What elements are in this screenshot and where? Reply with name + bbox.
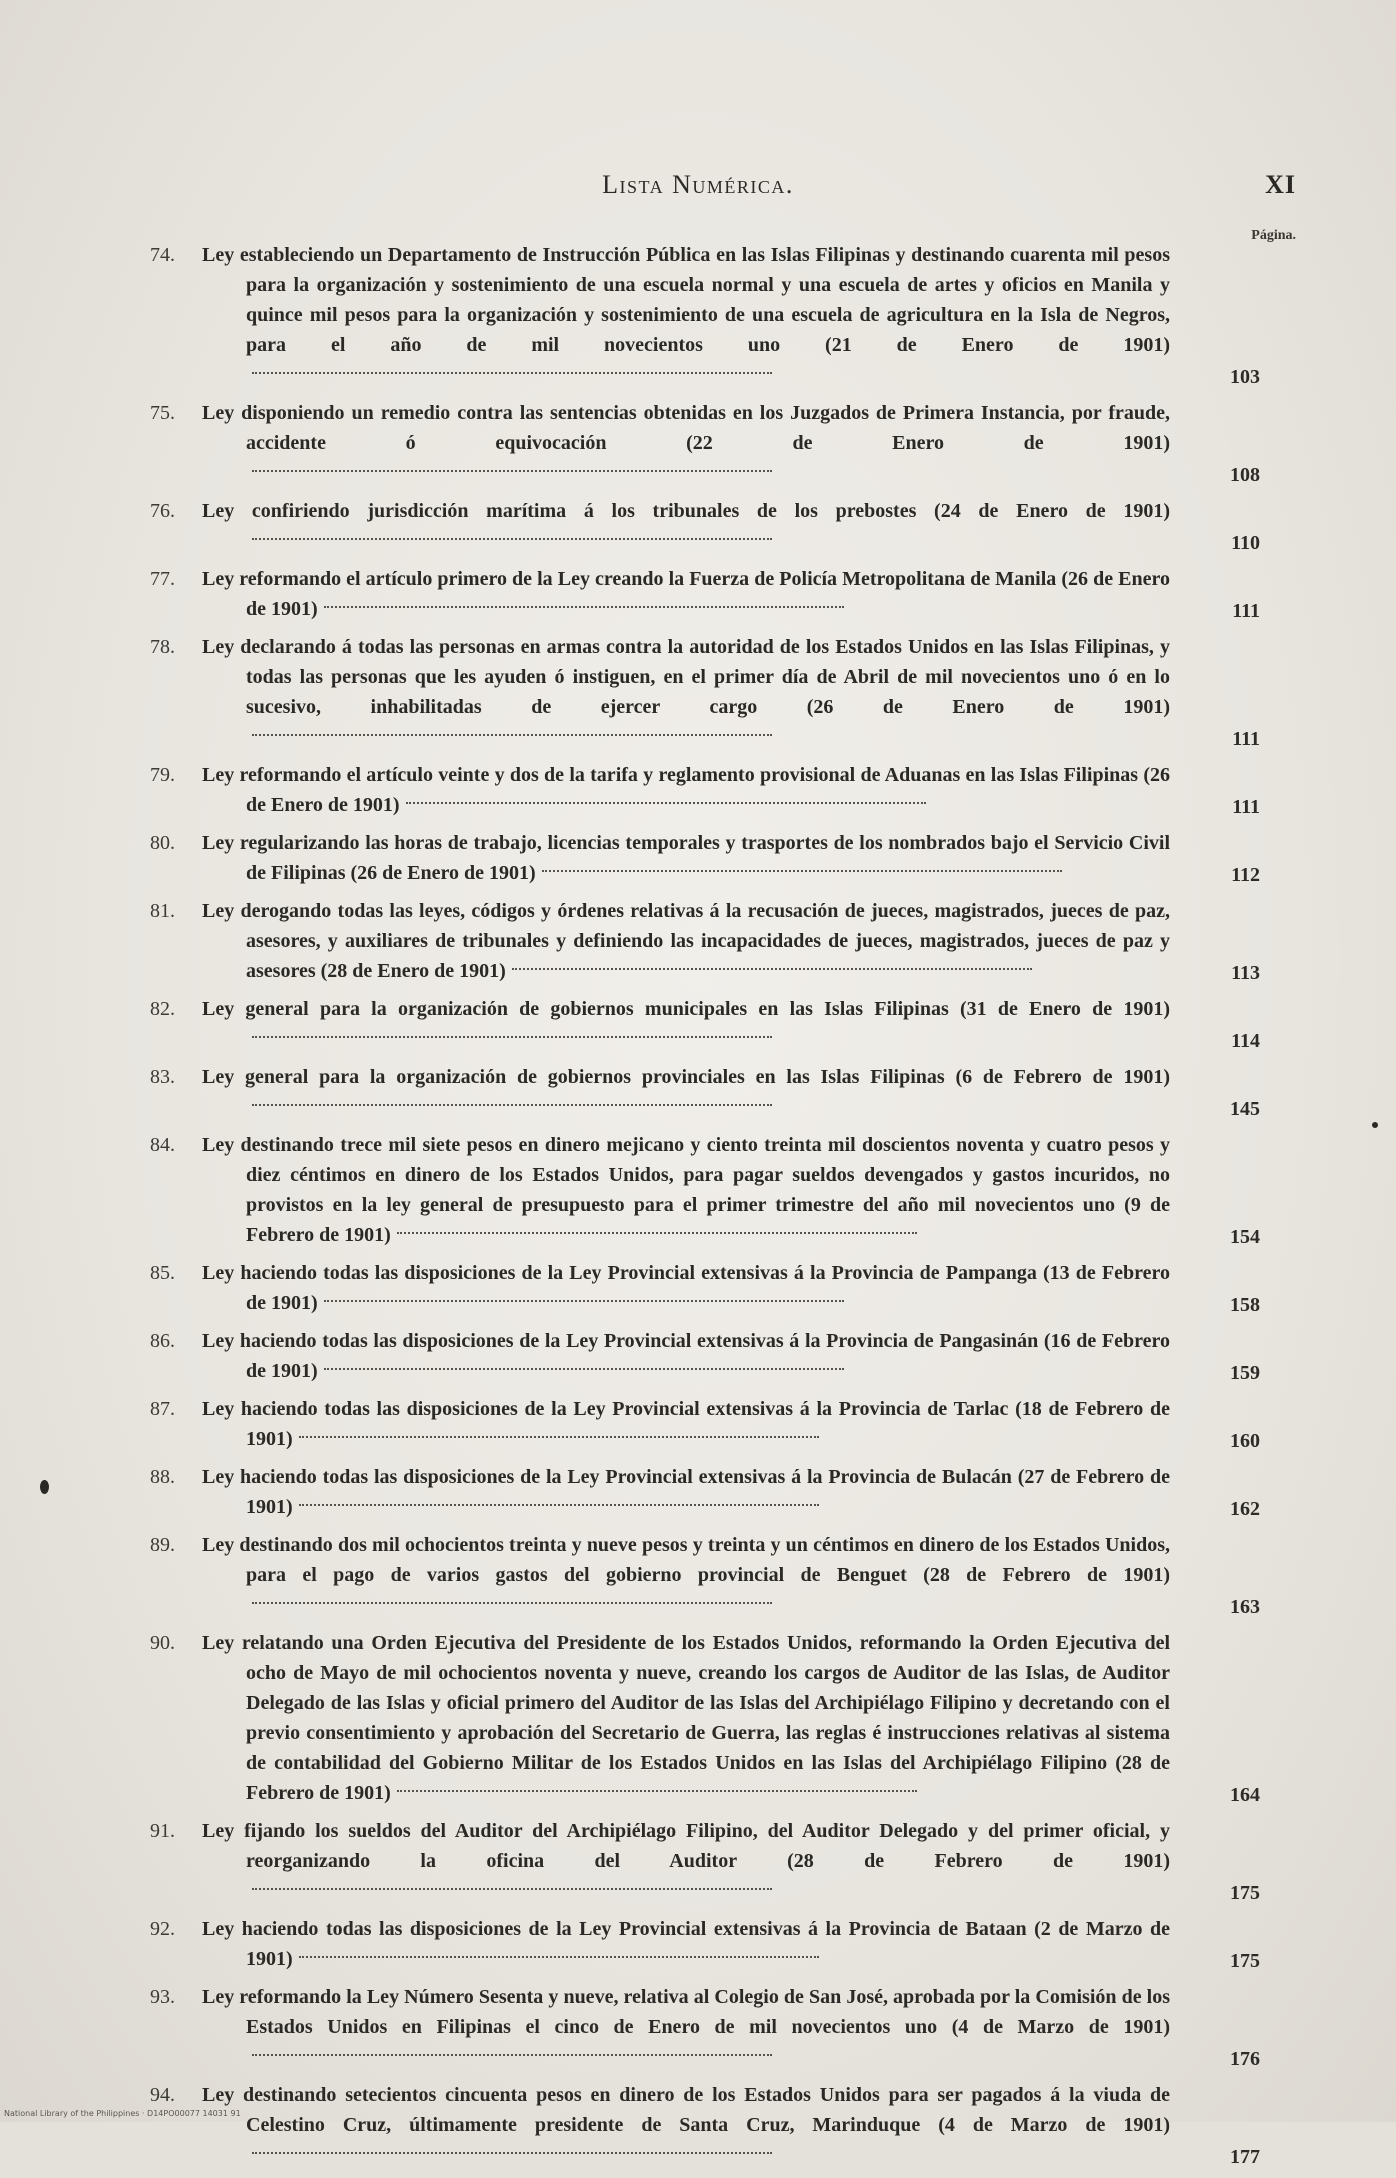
entry-number: 85. <box>150 1262 175 1284</box>
entry-title: Ley confiriendo jurisdicción marítima á los tribunales de los prebostes (24 de Enero de 1901) <box>202 500 1170 522</box>
toc-entry <box>150 994 1260 1054</box>
dot-leader <box>252 2054 772 2056</box>
entry-title: Ley reformando el artículo primero de la Ley creando la Fuerza de Policía Metropolitana de Manila (26 de Enero de 1901) <box>202 568 1170 620</box>
entry-number: 80. <box>150 832 175 854</box>
entry-number: 77. <box>150 568 175 590</box>
entry-number: 81. <box>150 900 175 922</box>
entry-number: 78. <box>150 636 175 658</box>
dot-leader <box>252 1602 772 1604</box>
ink-speck-left <box>40 1480 49 1494</box>
dot-leader <box>324 1368 844 1370</box>
entry-text-block <box>202 1982 1170 2072</box>
dot-leader <box>397 1790 917 1792</box>
toc-entry <box>150 632 1260 752</box>
dot-leader <box>299 1956 819 1958</box>
entry-page-number: 164 <box>1230 1784 1260 1806</box>
entry-text-block <box>202 1462 1170 1522</box>
entry-text-block <box>202 1628 1170 1808</box>
entry-page-number: 111 <box>1232 796 1260 818</box>
entry-title: Ley destinando dos mil ochocientos treinta y nueve pesos y treinta y un céntimos en dinero de los Estados Unidos, para el pago de varios gastos del gobierno provincial de Benguet (28 de Febrero de 1901) <box>202 1534 1170 1586</box>
dot-leader <box>252 1888 772 1890</box>
entry-title: Ley reformando el artículo veinte y dos de la tarifa y reglamento provisional de Aduanas en las Islas Filipinas (26 de Enero de 1901) <box>202 764 1170 816</box>
dot-leader <box>397 1232 917 1234</box>
entry-text-block <box>202 1816 1170 1906</box>
entry-title: Ley regularizando las horas de trabajo, licencias temporales y trasportes de los nombrados bajo el Servicio Civil de Filipinas (26 de Enero de 1901) <box>202 832 1170 884</box>
entry-title: Ley fijando los sueldos del Auditor del Archipiélago Filipino, del Auditor Delegado y del primer oficial, y reorganizando la oficina del Auditor (28 de Febrero de 1901) <box>202 1820 1170 1872</box>
entry-text-block <box>202 1062 1170 1122</box>
entry-text-block <box>202 240 1170 390</box>
entry-number: 88. <box>150 1466 175 1488</box>
dot-leader <box>324 606 844 608</box>
entry-page-number: 114 <box>1231 1030 1260 1052</box>
entry-title: Ley estableciendo un Departamento de Instrucción Pública en las Islas Filipinas y destinando cuarenta mil pesos para la organización y sostenimiento de una escuela normal y una escuela de artes y oficios en Manila y quince mil pesos para la organización y sostenimiento de una escuela de agricultura en la Isla de Negros, para el año de mil novecientos uno (21 de Enero de 1901) <box>202 244 1170 356</box>
toc-entry <box>150 1628 1260 1808</box>
scan-credit: National Library of the Philippines · D14PO00077 14031 91 <box>4 2109 241 2118</box>
entry-text-block <box>202 896 1170 986</box>
entry-text-block <box>202 1530 1170 1620</box>
entry-number: 94. <box>150 2084 175 2106</box>
entry-text-block <box>202 760 1170 820</box>
toc-entry <box>150 1530 1260 1620</box>
entry-title: Ley reformando la Ley Número Sesenta y nueve, relativa al Colegio de San José, aprobada por la Comisión de los Estados Unidos en Filipinas el cinco de Enero de mil novecientos uno (4 de Marzo de 1901) <box>202 1986 1170 2038</box>
entry-title: Ley haciendo todas las disposiciones de la Ley Provincial extensivas á la Provincia de Pangasinán (16 de Febrero de 1901) <box>202 1330 1170 1382</box>
entry-title: Ley haciendo todas las disposiciones de la Ley Provincial extensivas á la Provincia de Bataan (2 de Marzo de 1901) <box>202 1918 1170 1970</box>
entry-title: Ley general para la organización de gobiernos provinciales en las Islas Filipinas (6 de Febrero de 1901) <box>202 1066 1170 1088</box>
toc-entry <box>150 1062 1260 1122</box>
dot-leader <box>252 2152 772 2154</box>
toc-entry <box>150 828 1260 888</box>
entry-text-block <box>202 2080 1170 2170</box>
entry-page-number: 111 <box>1232 728 1260 750</box>
entry-list <box>150 240 1260 2178</box>
entry-text-block <box>202 1258 1170 1318</box>
toc-entry <box>150 2080 1260 2170</box>
toc-entry <box>150 1258 1260 1318</box>
entry-text-block <box>202 1130 1170 1250</box>
dot-leader <box>299 1436 819 1438</box>
dot-leader <box>299 1504 819 1506</box>
entry-page-number: 160 <box>1230 1430 1260 1452</box>
entry-number: 84. <box>150 1134 175 1156</box>
ink-speck-right <box>1372 1122 1378 1128</box>
entry-title: Ley destinando trece mil siete pesos en dinero mejicano y ciento treinta mil doscientos noventa y cuatro pesos y diez céntimos en dinero de los Estados Unidos, para pagar sueldos devengados y gastos incuridos, no provistos en la ley general de presupuesto para el primer trimestre del año mil novecientos uno (9 de Febrero de 1901) <box>202 1134 1170 1246</box>
entry-title: Ley general para la organización de gobiernos municipales en las Islas Filipinas (31 de Enero de 1901) <box>202 998 1170 1020</box>
entry-title: Ley destinando setecientos cincuenta pesos en dinero de los Estados Unidos para ser pagados á la viuda de Celestino Cruz, últimamente presidente de Santa Cruz, Marinduque (4 de Marzo de 1901) <box>202 2084 1170 2136</box>
entry-page-number: 175 <box>1230 1882 1260 1904</box>
entry-title: Ley declarando á todas las personas en armas contra la autoridad de los Estados Unidos en las Islas Filipinas, y todas las personas que les ayuden ó instiguen, en el primer día de Abril de mil novecientos uno ó en lo sucesivo, inhabilitadas de ejercer cargo (26 de Enero de 1901) <box>202 636 1170 718</box>
entry-page-number: 176 <box>1230 2048 1260 2070</box>
toc-entry <box>150 496 1260 556</box>
toc-entry <box>150 398 1260 488</box>
entry-page-number: 175 <box>1230 1950 1260 1972</box>
toc-entry <box>150 1982 1260 2072</box>
page-column-heading: Página. <box>1251 228 1296 243</box>
dot-leader <box>252 734 772 736</box>
entry-number: 74. <box>150 244 175 266</box>
entry-number: 92. <box>150 1918 175 1940</box>
toc-entry <box>150 1462 1260 1522</box>
entry-text-block <box>202 1326 1170 1386</box>
dot-leader <box>406 802 926 804</box>
dot-leader <box>252 1036 772 1038</box>
entry-number: 83. <box>150 1066 175 1088</box>
entry-page-number: 113 <box>1231 962 1260 984</box>
entry-page-number: 110 <box>1231 532 1260 554</box>
entry-page-number: 177 <box>1230 2146 1260 2168</box>
toc-entry <box>150 240 1260 390</box>
entry-number: 93. <box>150 1986 175 2008</box>
entry-title: Ley haciendo todas las disposiciones de la Ley Provincial extensivas á la Provincia de Pampanga (13 de Febrero de 1901) <box>202 1262 1170 1314</box>
entry-page-number: 103 <box>1230 366 1260 388</box>
entry-page-number: 159 <box>1230 1362 1260 1384</box>
entry-page-number: 112 <box>1231 864 1260 886</box>
toc-entry <box>150 1326 1260 1386</box>
dot-leader <box>324 1300 844 1302</box>
toc-entry <box>150 564 1260 624</box>
entry-text-block <box>202 828 1170 888</box>
dot-leader <box>252 538 772 540</box>
toc-entry <box>150 1394 1260 1454</box>
toc-entry <box>150 1914 1260 1974</box>
entry-page-number: 158 <box>1230 1294 1260 1316</box>
dot-leader <box>252 372 772 374</box>
entry-text-block <box>202 632 1170 752</box>
entry-number: 79. <box>150 764 175 786</box>
entry-title: Ley haciendo todas las disposiciones de la Ley Provincial extensivas á la Provincia de Tarlac (18 de Febrero de 1901) <box>202 1398 1170 1450</box>
entry-number: 75. <box>150 402 175 424</box>
entry-title: Ley relatando una Orden Ejecutiva del Presidente de los Estados Unidos, reformando la Orden Ejecutiva del ocho de Mayo de mil ochocientos noventa y nueve, creando los cargos de Auditor de las Islas, de Auditor Delegado de las Islas y oficial primero del Auditor de las Islas del Archipiélago Filipino y decretando con el previo consentimiento y aprobación del Secretario de Guerra, las reglas é instrucciones relativas al sistema de contabilidad del Gobierno Militar de los Estados Unidos en las Islas del Archipiélago Filipino (28 de Febrero de 1901) <box>202 1632 1170 1804</box>
entry-page-number: 108 <box>1230 464 1260 486</box>
dot-leader <box>252 1104 772 1106</box>
dot-leader <box>512 968 1032 970</box>
running-title: Lista Numérica. <box>602 170 794 199</box>
toc-entry <box>150 896 1260 986</box>
entry-text-block <box>202 564 1170 624</box>
entry-text-block <box>202 496 1170 556</box>
entry-title: Ley haciendo todas las disposiciones de la Ley Provincial extensivas á la Provincia de Bulacán (27 de Febrero de 1901) <box>202 1466 1170 1518</box>
entry-text-block <box>202 1914 1170 1974</box>
entry-page-number: 163 <box>1230 1596 1260 1618</box>
entry-number: 89. <box>150 1534 175 1556</box>
entry-number: 91. <box>150 1820 175 1842</box>
entry-number: 76. <box>150 500 175 522</box>
entry-page-number: 145 <box>1230 1098 1260 1120</box>
entry-text-block <box>202 398 1170 488</box>
entry-page-number: 111 <box>1232 600 1260 622</box>
entry-number: 90. <box>150 1632 175 1654</box>
entry-title: Ley derogando todas las leyes, códigos y órdenes relativas á la recusación de jueces, magistrados, jueces de paz, asesores, y auxiliares de tribunales y definiendo las incapacidades de jueces, magistrados, jueces de paz y asesores (28 de Enero de 1901) <box>202 900 1170 982</box>
page-number: XI <box>1265 170 1296 199</box>
entry-page-number: 162 <box>1230 1498 1260 1520</box>
entry-number: 82. <box>150 998 175 1020</box>
entry-text-block <box>202 1394 1170 1454</box>
entry-number: 86. <box>150 1330 175 1352</box>
entry-number: 87. <box>150 1398 175 1420</box>
toc-entry <box>150 760 1260 820</box>
page-header <box>0 170 1396 210</box>
entry-title: Ley disponiendo un remedio contra las sentencias obtenidas en los Juzgados de Primera Instancia, por fraude, accidente ó equivocación (22 de Enero de 1901) <box>202 402 1170 454</box>
entry-text-block <box>202 994 1170 1054</box>
entry-page-number: 154 <box>1230 1226 1260 1248</box>
toc-entry <box>150 1816 1260 1906</box>
toc-entry <box>150 1130 1260 1250</box>
dot-leader <box>542 870 1062 872</box>
dot-leader <box>252 470 772 472</box>
